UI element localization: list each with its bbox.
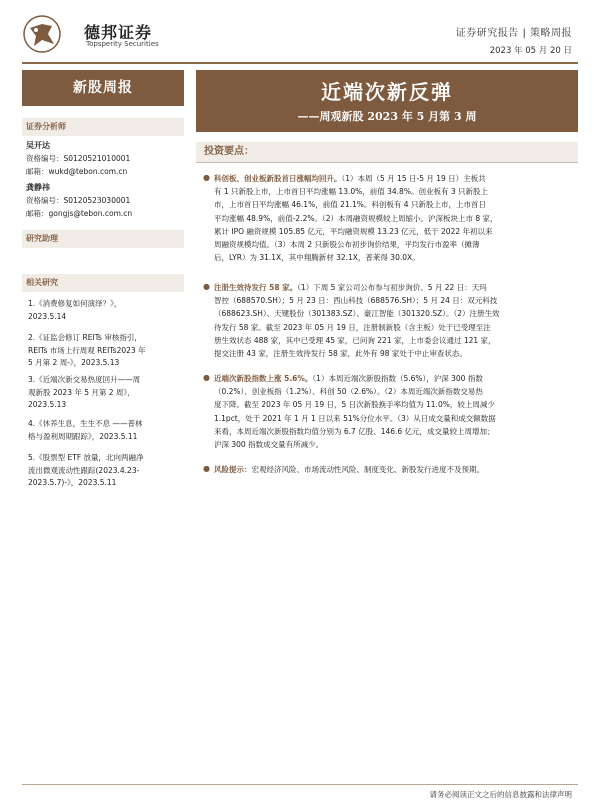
analyst-name: 吴开达 [26, 141, 50, 150]
key-point: 注册生效待发行 58 家。（1）下周 5 家公司公布参与初步询价。5 月 22 日：天玛 智控（688570.SH）；5 月 23 日：西山科技（688576.SH）；5 月 24 日：双元科技 （688623.SH）、天键股份（301383.SZ）、豪江智能（301320.SZ）。（2）注册生效 待发行 58 家。截至 2023 年 05 月 19 日，注册制新股（含主板）处于已受理至注 册生效状态 488 家，其中已受理 45 家，已问询 221 家，上市委会议通过 121 家， 提交注册 43 家，注册生效待发行 58 家，此外有 98 家处于中止审查状态。 [214, 283, 500, 359]
analyst-section-header: 证券分析师 [22, 118, 184, 136]
key-points-header: 投资要点： [196, 142, 578, 162]
report-type: 证券研究报告 | 策略周报 [455, 28, 572, 39]
report-subtitle: ——周观新股 2023 年 5 月第 3 周 [297, 110, 477, 123]
header-divider [22, 62, 578, 64]
key-point-lead: 科创板、创业板新股首日涨幅均回升。 [214, 174, 342, 183]
related-report-item[interactable]: 3.《近端次新交易热度回升——周 观新股 2023 年 5 月第 2 周》， 2023.5.13 [28, 375, 141, 409]
key-points-divider [196, 162, 578, 163]
company-name-cn: 德邦证券 [84, 23, 153, 42]
analyst-cert: 资格编号：S0120521010001 [26, 154, 131, 163]
analyst-cert: 资格编号：S0120523030001 [26, 196, 131, 205]
company-logo [22, 14, 58, 50]
key-point-lead: 近端次新股指数上涨 5.6%。 [214, 374, 313, 383]
key-point: 近端次新股指数上涨 5.6%。（1）本周近端次新股指数（5.6%），沪深 300 指数 （0.2%）、创业板指（1.2%）、科创 50（2.6%）。（2）本周近端次新指数交易热 度下降。截至 2023 年 05 月 19 日，5 日次新股换手率均值为 11.0%，较上周减少 1.1pct，处于 2021 年 1 月 1 日以来 51%分位水平。（3）从日成交量和成交额数据 来看，本周近端次新股指数均值分别为 6.7 亿股、146.6 亿元，成交量较上周增加； 沪深 300 指数成交量有所减少。 [214, 374, 496, 450]
related-report-item[interactable]: 1.《消费修复如何演绎？》， 2023.5.14 [28, 299, 122, 321]
footer-divider [22, 784, 578, 785]
analyst-email[interactable]: 邮箱：gongjs@tebon.com.cn [26, 209, 133, 218]
key-point: 风险提示：宏观经济风险、市场流动性风险、制度变化、新股发行进度不及预期。 [214, 465, 484, 474]
key-point: 科创板、创业板新股首日涨幅均回升。（1）本周（5 月 15 日-5 月 19 日）主板共 有 1 只新股上市，上市首日平均涨幅 13.0%，前值 34.8%。创业板有 3 只新股上 市，上市首日平均涨幅 46.1%，前值 21.1%。科创板有 4 只新股上市，上市首日 平均涨幅 48.9%，前值-2.2%。（2）本周融资规模较上周缩小。沪深板块上市 8 家， 累计 IPO 融资规模 105.85 亿元，平均融资规模 13.23 亿元，低于 2022 年初以来 周融资规模均值。（3）本周 2 只新股公布初步询价结果，平均发行市盈率（摊薄 后，LYR）为 31.1X，其中翔腾新材 32.1X，普莱得 30.0X。 [214, 174, 498, 263]
related-report-item[interactable]: 2.《证监会修订 REITs 审核指引， REITs 市场上行周观 REITs2023 年 5 月第 2 周-》，2023.5.13 [28, 333, 146, 367]
analyst-name: 龚静祎 [26, 183, 50, 192]
report-title-banner [196, 70, 578, 132]
bullet-icon: ● [203, 464, 210, 473]
bullet-icon: ● [203, 282, 210, 291]
report-date: 2023 年 05 月 20 日 [489, 46, 572, 56]
analyst-email[interactable]: 邮箱：wukd@tebon.com.cn [26, 167, 128, 176]
report-title: 近端次新反弹 [321, 80, 453, 104]
key-point-lead: 风险提示： [214, 465, 252, 474]
assistant-section-header: 研究助理 [22, 230, 184, 248]
section-banner: 新股周报 [22, 70, 184, 106]
disclaimer-text: 请务必阅读正文之后的信息披露和法律声明 [429, 790, 572, 799]
related-report-item[interactable]: 5.《股票型 ETF 放量，北向两融净 流出微观流动性跟踪(2023.4.23- 2023.5.7)-》，2023.5.11 [28, 453, 144, 487]
key-point-lead: 注册生效待发行 58 家。 [214, 283, 298, 292]
related-section-header: 相关研究 [22, 274, 184, 292]
bullet-icon: ● [203, 173, 210, 182]
company-name-en: Topsperity Securities [86, 40, 159, 48]
related-report-item[interactable]: 4.《休养生息，生生不息 ——普林 格与盈利周期跟踪》，2023.5.11 [28, 419, 143, 441]
bullet-icon: ● [203, 373, 210, 382]
